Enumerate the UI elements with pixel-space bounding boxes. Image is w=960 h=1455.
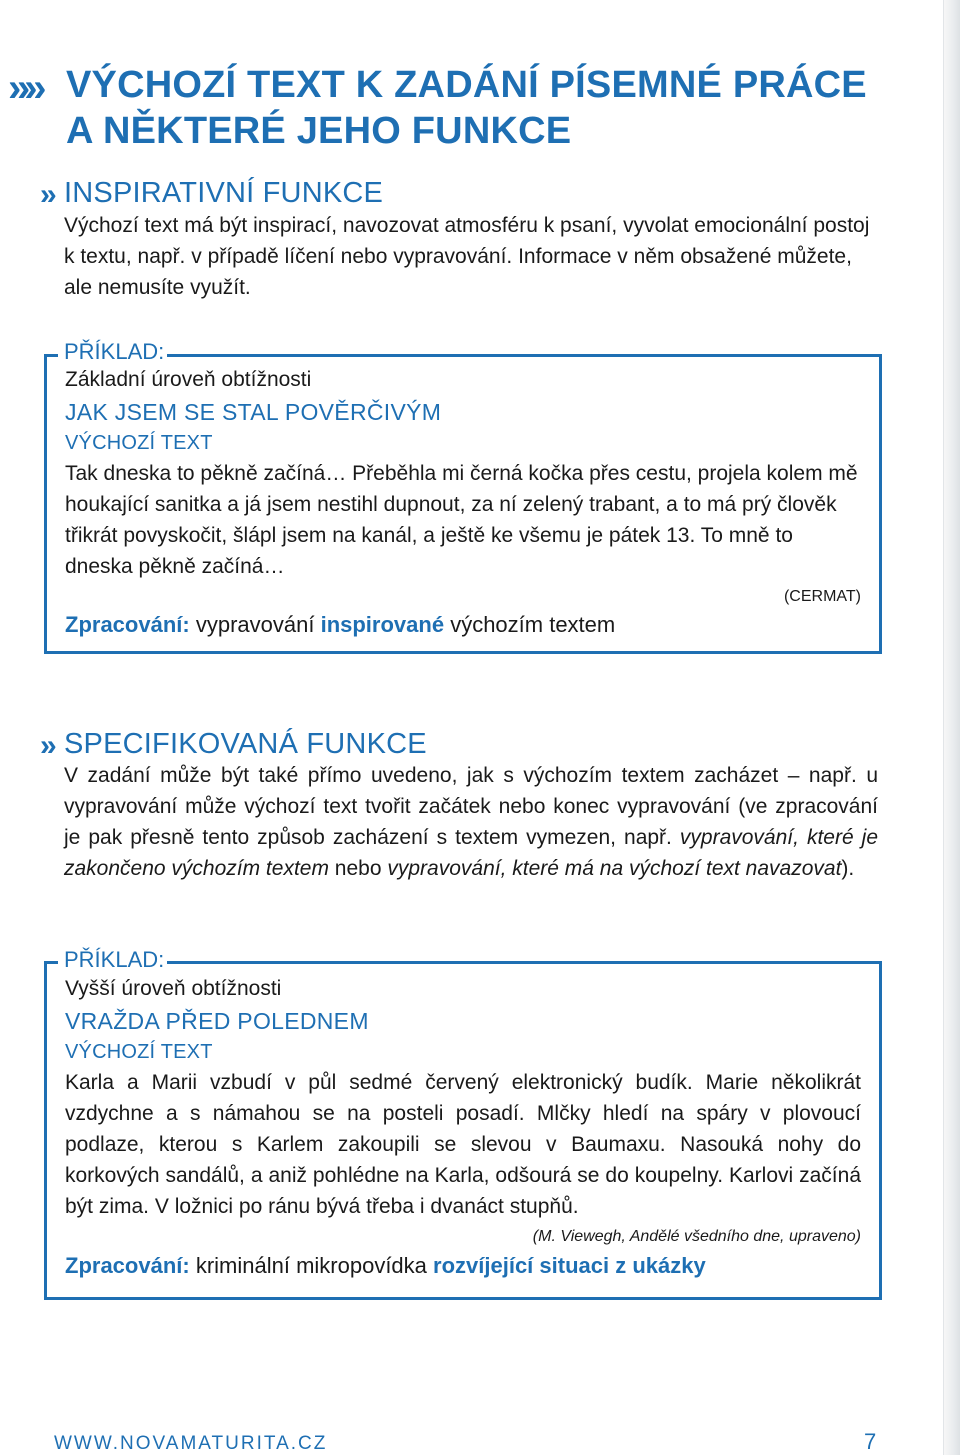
example2-level: Vyšší úroveň obtížnosti: [65, 977, 282, 1000]
example1-level: Základní úroveň obtížnosti: [65, 368, 312, 391]
example2-processing-label: Zpracování:: [65, 1253, 190, 1278]
example1-source-label: VÝCHOZÍ TEXT: [65, 432, 213, 454]
example1-story-text: Tak dneska to pěkně začíná… Přeběhla mi černá kočka přes cestu, projela kolem mě houkající sanitka a já jsem nestihl dupnout, za ní zelený trabant, a to má prý člověk třikrát povyskočit, šlápl jsem na kanál, a ještě ke všemu je pátek 13. To mně to dneska pěkně začíná…: [65, 462, 858, 578]
section2-text-part3: ).: [841, 857, 855, 880]
section2-text: [64, 760, 878, 884]
example2-citation: (M. Viewegh, Andělé všedního dne, upraveno): [532, 1228, 861, 1245]
section2-text-italic2: vypravování, které má na výchozí text navazovat: [387, 857, 842, 880]
example1-box-top-left: [44, 354, 58, 357]
example2-box: [44, 964, 882, 1300]
example2-source-label: VÝCHOZÍ TEXT: [65, 1041, 213, 1063]
example2-story-title: VRAŽDA PŘED POLEDNEM: [65, 1008, 369, 1034]
example1-processing-part2: výchozím textem: [450, 612, 616, 637]
example1-processing-part1: vypravování: [195, 612, 315, 637]
example2-processing-bold: rozvíjející situaci z ukázky: [433, 1253, 706, 1278]
example2-processing-part1: kriminální mikropovídka: [195, 1253, 427, 1278]
section2-heading: SPECIFIKOVANÁ FUNKCE: [64, 728, 427, 760]
section1-arrow-icon: »: [40, 178, 52, 211]
footer-url-link[interactable]: WWW.NOVAMATURITA.CZ: [54, 1433, 328, 1454]
example1-processing-label: Zpracování:: [65, 612, 190, 637]
section1-heading: INSPIRATIVNÍ FUNKCE: [64, 177, 384, 209]
example2-processing: [65, 1252, 706, 1280]
section2-text-part1: V zadání může být také přímo uvedeno, jak s výchozím textem zacházet – např. u vypravování může výchozí text tvořit začátek nebo konec vypravování (ve zpracování je pak přesně tento způsob zacházení s textem vymezen, např.: [64, 764, 878, 849]
section1-text: Výchozí text má být inspirací, navozovat atmosféru k psaní, vyvolat emocionální postoj k textu, např. v případě líčení nebo vypravování. Informace v něm obsažené můžete, ale nemusíte využít.: [64, 214, 870, 299]
example1-story-title: JAK JSEM SE STAL POVĚRČIVÝM: [65, 399, 442, 425]
section2-text-part2: nebo: [334, 857, 382, 880]
section2-text-italic1: vypravování, které je zakončeno výchozím textem: [64, 826, 878, 880]
example2-label: PŘÍKLAD:: [64, 947, 165, 972]
example1-label: PŘÍKLAD:: [64, 339, 165, 364]
page-title: [66, 62, 867, 154]
example1-processing: [65, 611, 615, 639]
page-title-line1: VÝCHOZÍ TEXT K ZADÁNÍ PÍSEMNÉ PRÁCE: [66, 64, 867, 106]
example2-box-top-left: [44, 961, 58, 964]
section2-arrow-icon: »: [40, 729, 52, 762]
page-number: 7: [864, 1429, 877, 1454]
example1-box: [44, 357, 882, 654]
example1-box-top-right: [167, 354, 882, 357]
page-title-line2: A NĚKTERÉ JEHO FUNKCE: [66, 110, 572, 152]
page-edge-decoration: [943, 0, 960, 1455]
example2-box-top-right: [167, 961, 882, 964]
example1-citation: (CERMAT): [783, 588, 861, 605]
title-arrows-icon: »»: [8, 66, 41, 110]
example2-story-text: Karla a Marii vzbudí v půl sedmé červený elektronický budík. Marie několikrát vzdychne a s námahou se na posteli posadí. Mlčky hledí na spáry v plovoucí podlaze, kterou s Karlem zakoupili se slevou v Baumaxu. Nasouká nohy do korkových sandálů, a aniž pohlédne na Karla, odšourá se do koupelny. Karlovi začíná být zima. V ložnici po ránu bývá třeba i dvanáct stupňů.: [65, 1071, 861, 1218]
example1-processing-bold: inspirované: [320, 612, 445, 637]
